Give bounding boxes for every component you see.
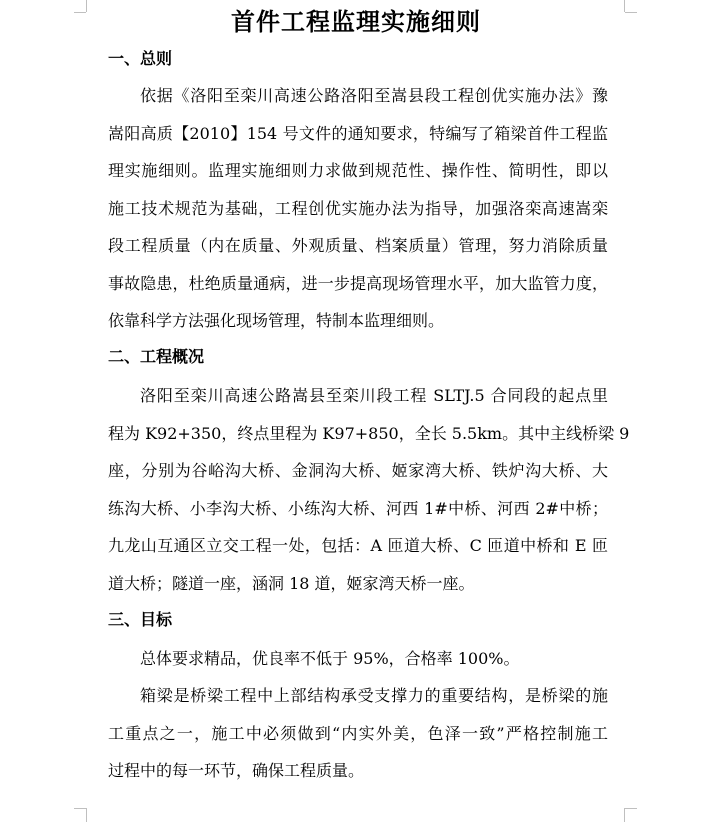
paragraph-line: 洛阳至栾川高速公路嵩县至栾川段工程 SLTJ.5 合同段的起点里	[140, 386, 608, 405]
paragraph-line: 事故隐患，杜绝质量通病，进一步提高现场管理水平，加大监管力度，	[108, 273, 608, 293]
crop-mark-bottom-right	[624, 808, 625, 822]
document-title: 首件工程监理实施细则	[231, 7, 481, 36]
paragraph-line: 道大桥；隧道一座，涵洞 18 道，姬家湾天桥一座。	[108, 573, 475, 593]
crop-mark-bottom-right	[625, 808, 637, 809]
paragraph-line: 箱梁是桥梁工程中上部结构承受支撑力的重要结构，是桥梁的施	[140, 686, 608, 705]
paragraph-line: 程为 K92+350，终点里程为 K97+850，全长 5.5km。其中主线桥梁 9	[108, 423, 630, 443]
paragraph-line: 过程中的每一环节，确保工程质量。	[108, 761, 365, 780]
section-overview-paragraph	[108, 377, 630, 602]
section-heading-goals: 三、目标	[108, 610, 173, 629]
section-goals-paragraph	[108, 640, 608, 678]
crop-mark-top-right	[625, 12, 637, 13]
paragraph-line: 理实施细则。监理实施细则力求做到规范性、操作性、简明性，即以	[108, 161, 608, 180]
paragraph-line: 依据《洛阳至栾川高速公路洛阳至嵩县段工程创优实施办法》豫	[140, 86, 608, 105]
crop-mark-bottom-left	[86, 808, 87, 822]
paragraph-line: 座，分别为谷峪沟大桥、金洞沟大桥、姬家湾大桥、铁炉沟大桥、大	[108, 461, 608, 480]
paragraph-line: 总体要求精品，优良率不低于 95%，合格率 100%。	[140, 649, 520, 668]
paragraph-line: 段工程质量（内在质量、外观质量、档案质量）管理，努力消除质量	[108, 236, 608, 255]
paragraph-line: 依靠科学方法强化现场管理，特制本监理细则。	[108, 311, 445, 330]
crop-mark-top-right	[624, 0, 625, 12]
section-general-paragraph	[108, 77, 608, 340]
section-heading-overview: 二、工程概况	[108, 347, 205, 366]
paragraph-line: 九龙山互通区立交工程一处，包括：A 匝道大桥、C 匝道中桥和 E 匝	[108, 536, 608, 555]
paragraph-line: 工重点之一，施工中必须做到“内实外美，色泽一致”严格控制施工	[108, 723, 608, 743]
section-heading-general: 一、总则	[108, 49, 173, 68]
section-goals-paragraph	[108, 677, 608, 790]
crop-mark-bottom-left	[74, 808, 86, 809]
paragraph-line: 施工技术规范为基础，工程创优实施办法为指导，加强洛栾高速嵩栾	[108, 198, 608, 218]
crop-mark-top-left	[86, 0, 87, 12]
paragraph-line: 练沟大桥、小李沟大桥、小练沟大桥、河西 1#中桥、河西 2#中桥；	[108, 498, 608, 518]
crop-mark-top-left	[74, 12, 86, 13]
paragraph-line: 嵩阳高质【2010】154 号文件的通知要求，特编写了箱梁首件工程监	[108, 123, 608, 143]
